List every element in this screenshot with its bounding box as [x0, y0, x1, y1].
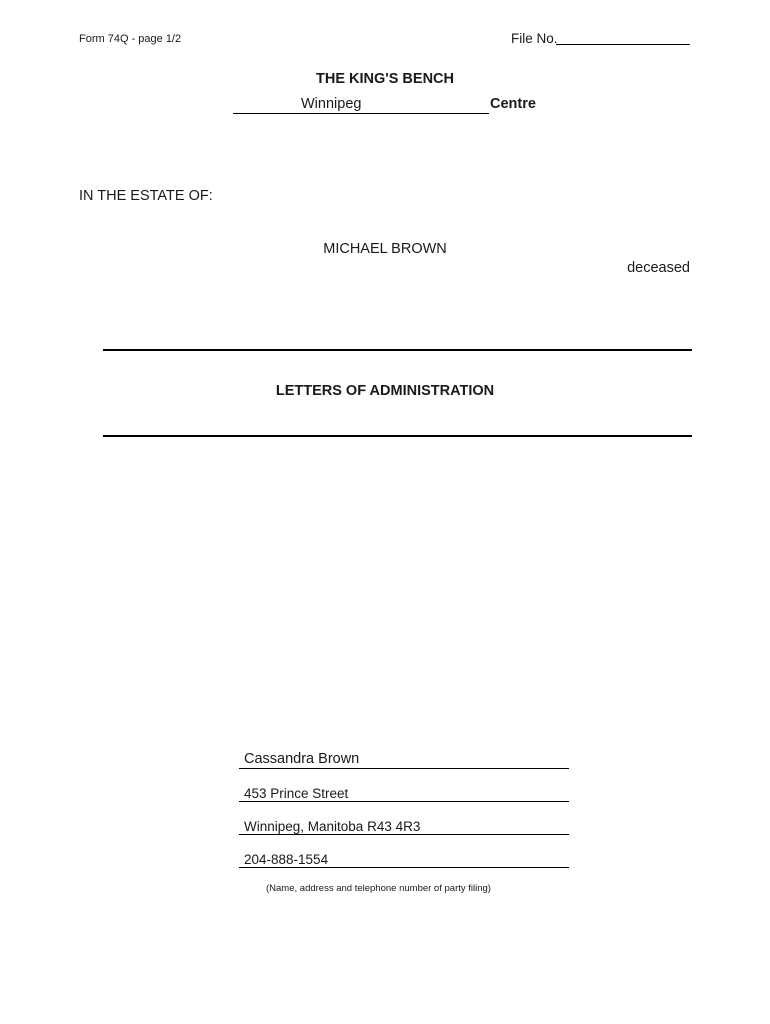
centre-label: Centre — [490, 96, 536, 112]
title-top-rule — [103, 349, 692, 351]
court-title: THE KING'S BENCH — [316, 71, 454, 87]
party-name-line — [239, 768, 569, 769]
party-address-line1-field[interactable]: 453 Prince Street — [244, 786, 349, 801]
party-address-line2-field[interactable]: Winnipeg, Manitoba R43 4R3 — [244, 819, 421, 834]
centre-city-field[interactable]: Winnipeg — [301, 96, 362, 112]
centre-field-line — [233, 113, 489, 114]
party-name-field[interactable]: Cassandra Brown — [244, 751, 360, 767]
party-phone-line — [239, 867, 569, 868]
deceased-name: MICHAEL BROWN — [323, 241, 447, 257]
party-address-line1-line — [239, 801, 569, 802]
party-filing-caption: (Name, address and telephone number of party filing) — [266, 883, 491, 894]
party-address-line2-line — [239, 834, 569, 835]
form-number: Form 74Q - page 1/2 — [79, 33, 182, 45]
estate-of-label: IN THE ESTATE OF: — [79, 188, 213, 204]
title-bottom-rule — [103, 435, 692, 437]
document-title: LETTERS OF ADMINISTRATION — [275, 383, 495, 399]
deceased-label: deceased — [627, 260, 690, 276]
file-number-field[interactable] — [556, 44, 690, 45]
party-phone-field[interactable]: 204-888-1554 — [244, 852, 329, 867]
file-number-label: File No. — [511, 31, 558, 46]
